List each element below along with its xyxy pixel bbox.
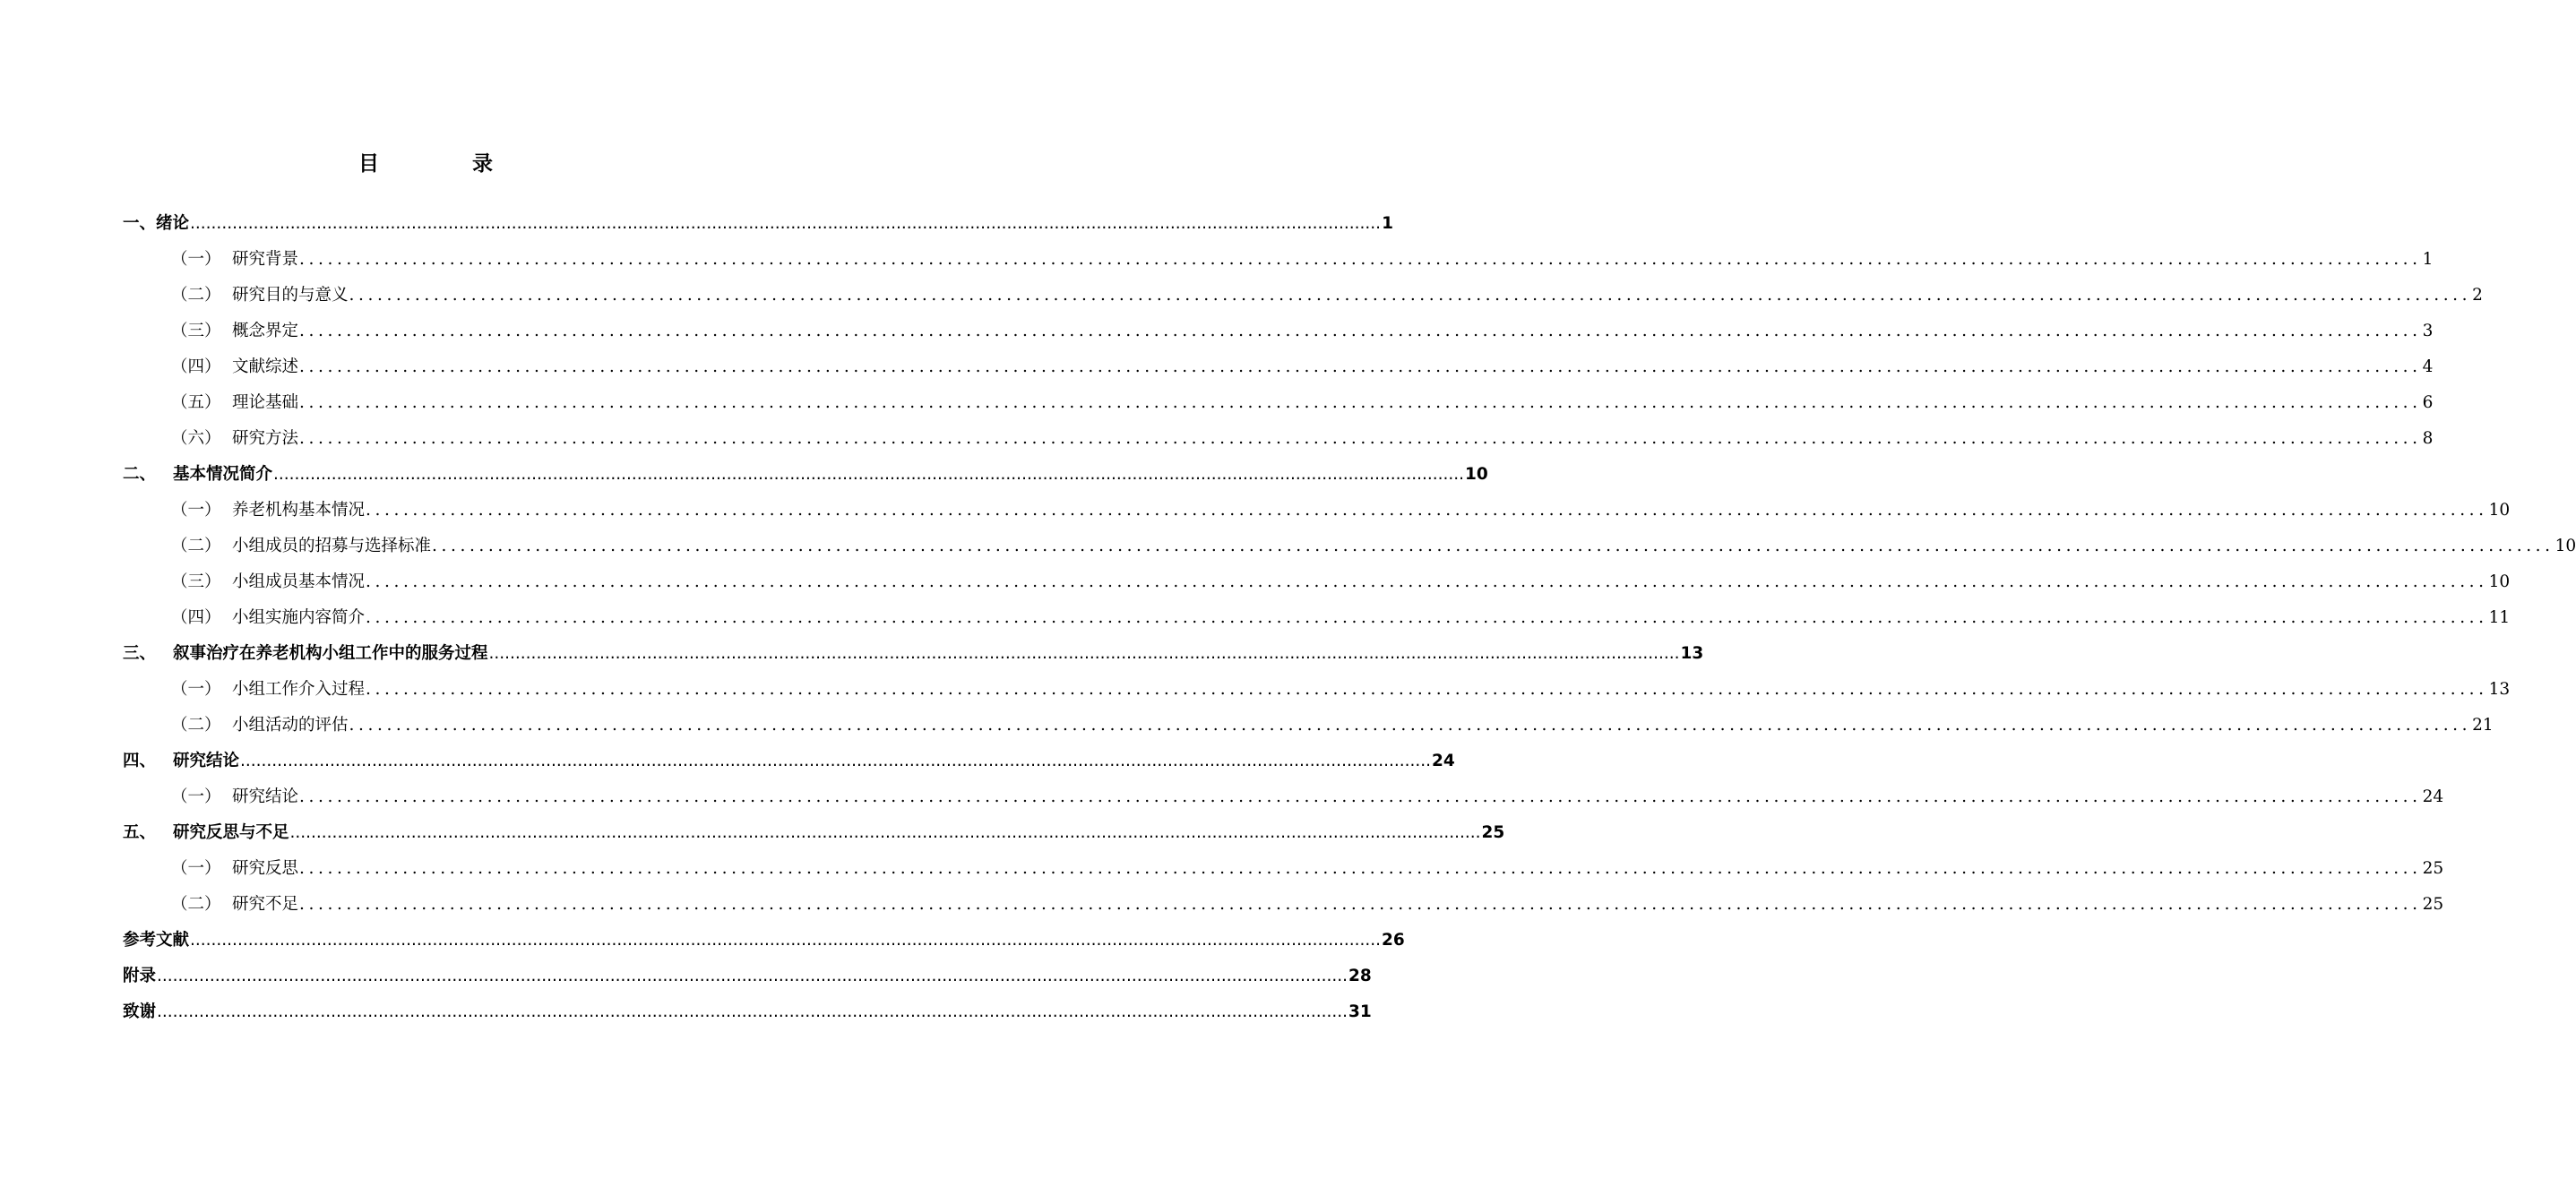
toc-leader-dots: .................................................................................................................................................................................................................................. bbox=[366, 680, 2488, 699]
toc-entry-number: （一） bbox=[171, 859, 221, 878]
toc-entry-page: 1 bbox=[1382, 214, 1393, 233]
toc-entry-label: 养老机构基本情况 bbox=[232, 501, 366, 520]
toc-leader-dots: .................................................................................................................................................................................................................................. bbox=[349, 286, 2472, 305]
toc-entry-number: （二） bbox=[171, 537, 221, 555]
toc-subentry-3-2[interactable] bbox=[123, 708, 2494, 744]
title-char-2: 录 bbox=[472, 152, 586, 176]
page-title bbox=[0, 149, 851, 179]
toc-entry-label: 小组实施内容简介 bbox=[232, 608, 366, 627]
toc-leader-dots: .................................................................................................................................................................................................................................. bbox=[190, 214, 1382, 233]
toc-leader-dots: .................................................................................................................................................................................................................................. bbox=[299, 393, 2422, 412]
toc-entry-page: 1 bbox=[2422, 250, 2434, 269]
toc-entry-label: 小组成员基本情况 bbox=[232, 572, 366, 591]
toc-entry-page: 25 bbox=[2422, 895, 2444, 914]
toc-entry-label: 小组活动的评估 bbox=[232, 716, 349, 735]
toc-entry-page: 28 bbox=[1348, 967, 1372, 985]
toc-leader-dots: .................................................................................................................................................................................................................................. bbox=[299, 357, 2422, 376]
toc-subentry-4-1[interactable] bbox=[123, 779, 2444, 815]
toc-entry-label: 研究背景 bbox=[232, 250, 299, 269]
toc-entry-number: 五、 bbox=[123, 823, 157, 842]
toc-entry-3[interactable] bbox=[123, 636, 1704, 672]
toc-entry-page: 25 bbox=[1481, 823, 1505, 842]
toc-entry-number: （二） bbox=[171, 716, 221, 735]
toc-entry-number: （六） bbox=[171, 429, 221, 448]
table-of-contents bbox=[123, 206, 2576, 1030]
toc-entry-number: 四、 bbox=[123, 752, 157, 770]
toc-subentry-5-2[interactable] bbox=[123, 887, 2444, 923]
toc-entry-label: 理论基础 bbox=[232, 393, 299, 412]
toc-entry-number: （四） bbox=[171, 357, 221, 376]
toc-leader-dots: .................................................................................................................................................................................................................................. bbox=[299, 429, 2422, 448]
toc-subentry-1-6[interactable] bbox=[123, 421, 2434, 457]
title-char-1: 目 bbox=[358, 152, 472, 176]
toc-entry-label: 叙事治疗在养老机构小组工作中的服务过程 bbox=[173, 644, 488, 663]
toc-leader-dots: .................................................................................................................................................................................................................................. bbox=[157, 1002, 1348, 1021]
toc-entry-number: （三） bbox=[171, 322, 221, 340]
toc-entry-page: 8 bbox=[2422, 429, 2434, 448]
toc-entry-label: 概念界定 bbox=[232, 322, 299, 340]
toc-entry-number: （三） bbox=[171, 572, 221, 591]
toc-entry-number: （五） bbox=[171, 393, 221, 412]
toc-entry-page: 4 bbox=[2422, 357, 2434, 376]
toc-subentry-3-1[interactable] bbox=[123, 672, 2511, 708]
toc-leader-dots: .................................................................................................................................................................................................................................. bbox=[349, 716, 2472, 735]
toc-leader-dots: .................................................................................................................................................................................................................................. bbox=[366, 608, 2488, 627]
toc-entry-4[interactable] bbox=[123, 744, 1455, 779]
toc-entry-number: （一） bbox=[171, 501, 221, 520]
toc-leader-dots: .................................................................................................................................................................................................................................. bbox=[289, 823, 1481, 842]
toc-entry-page: 11 bbox=[2488, 608, 2511, 627]
toc-entry-number: （二） bbox=[171, 895, 221, 914]
toc-entry-label: 研究方法 bbox=[232, 429, 299, 448]
toc-subentry-5-1[interactable] bbox=[123, 851, 2444, 887]
toc-entry-label: 小组工作介入过程 bbox=[232, 680, 366, 699]
toc-subentry-2-1[interactable] bbox=[123, 493, 2511, 529]
toc-entry-1[interactable] bbox=[123, 206, 1393, 242]
toc-entry-page: 10 bbox=[2488, 501, 2511, 520]
toc-entry-page: 13 bbox=[2488, 680, 2511, 699]
toc-leader-dots: .................................................................................................................................................................................................................................. bbox=[299, 859, 2422, 878]
toc-entry-2[interactable] bbox=[123, 457, 1488, 493]
toc-subentry-1-2[interactable] bbox=[123, 278, 2483, 314]
toc-entry-appendix[interactable] bbox=[123, 959, 1372, 994]
toc-subentry-1-5[interactable] bbox=[123, 385, 2434, 421]
toc-entry-page: 21 bbox=[2472, 716, 2494, 735]
toc-entry-label: 参考文献 bbox=[123, 931, 190, 950]
toc-entry-page: 13 bbox=[1680, 644, 1704, 663]
toc-entry-page: 25 bbox=[2422, 859, 2444, 878]
toc-entry-label: 致谢 bbox=[123, 1002, 157, 1021]
toc-leader-dots: .................................................................................................................................................................................................................................. bbox=[299, 787, 2422, 806]
toc-entry-label: 基本情况简介 bbox=[173, 465, 273, 484]
toc-entry-page: 26 bbox=[1382, 931, 1405, 950]
toc-entry-page: 24 bbox=[1432, 752, 1455, 770]
toc-entry-number: （四） bbox=[171, 608, 221, 627]
toc-entry-number: （二） bbox=[171, 286, 221, 305]
toc-entry-label: 小组成员的招募与选择标准 bbox=[232, 537, 432, 555]
toc-leader-dots: .................................................................................................................................................................................................................................. bbox=[299, 250, 2422, 269]
toc-entry-number: （一） bbox=[171, 680, 221, 699]
toc-entry-label: 绪论 bbox=[156, 214, 190, 233]
toc-subentry-2-2[interactable] bbox=[123, 529, 2576, 564]
toc-entry-label: 文献综述 bbox=[232, 357, 299, 376]
toc-entry-number: （一） bbox=[171, 787, 221, 806]
toc-entry-number: 二、 bbox=[123, 465, 157, 484]
toc-entry-page: 10 bbox=[1465, 465, 1488, 484]
toc-leader-dots: .................................................................................................................................................................................................................................. bbox=[273, 465, 1465, 484]
toc-entry-label: 研究结论 bbox=[173, 752, 240, 770]
toc-entry-page: 6 bbox=[2422, 393, 2434, 412]
toc-leader-dots: .................................................................................................................................................................................................................................. bbox=[432, 537, 2554, 555]
toc-subentry-2-4[interactable] bbox=[123, 600, 2511, 636]
toc-leader-dots: .................................................................................................................................................................................................................................. bbox=[488, 644, 1680, 663]
toc-leader-dots: .................................................................................................................................................................................................................................. bbox=[190, 931, 1382, 950]
toc-leader-dots: .................................................................................................................................................................................................................................. bbox=[366, 572, 2488, 591]
toc-entry-page: 10 bbox=[2488, 572, 2511, 591]
toc-entry-acknowledgements[interactable] bbox=[123, 994, 1372, 1030]
toc-entry-label: 研究目的与意义 bbox=[232, 286, 349, 305]
toc-subentry-1-1[interactable] bbox=[123, 242, 2434, 278]
toc-subentry-2-3[interactable] bbox=[123, 564, 2511, 600]
toc-subentry-1-3[interactable] bbox=[123, 314, 2434, 349]
toc-leader-dots: .................................................................................................................................................................................................................................. bbox=[299, 322, 2422, 340]
toc-entry-label: 研究反思与不足 bbox=[173, 823, 289, 842]
toc-entry-page: 2 bbox=[2472, 286, 2483, 305]
toc-entry-page: 31 bbox=[1348, 1002, 1372, 1021]
toc-entry-label: 研究不足 bbox=[232, 895, 299, 914]
toc-leader-dots: .................................................................................................................................................................................................................................. bbox=[366, 501, 2488, 520]
toc-entry-label: 附录 bbox=[123, 967, 157, 985]
toc-entry-label: 研究反思 bbox=[232, 859, 299, 878]
toc-entry-number: 一、 bbox=[123, 214, 157, 233]
toc-entry-page: 3 bbox=[2422, 322, 2434, 340]
toc-entry-label: 研究结论 bbox=[232, 787, 299, 806]
toc-leader-dots: .................................................................................................................................................................................................................................. bbox=[157, 967, 1348, 985]
toc-subentry-1-4[interactable] bbox=[123, 349, 2434, 385]
toc-entry-references[interactable] bbox=[123, 923, 1405, 959]
toc-leader-dots: .................................................................................................................................................................................................................................. bbox=[299, 895, 2422, 914]
toc-leader-dots: .................................................................................................................................................................................................................................. bbox=[240, 752, 1432, 770]
toc-entry-number: 三、 bbox=[123, 644, 157, 663]
toc-entry-page: 24 bbox=[2422, 787, 2444, 806]
toc-entry-number: （一） bbox=[171, 250, 221, 269]
toc-entry-5[interactable] bbox=[123, 815, 1505, 851]
toc-entry-page: 10 bbox=[2554, 537, 2576, 555]
